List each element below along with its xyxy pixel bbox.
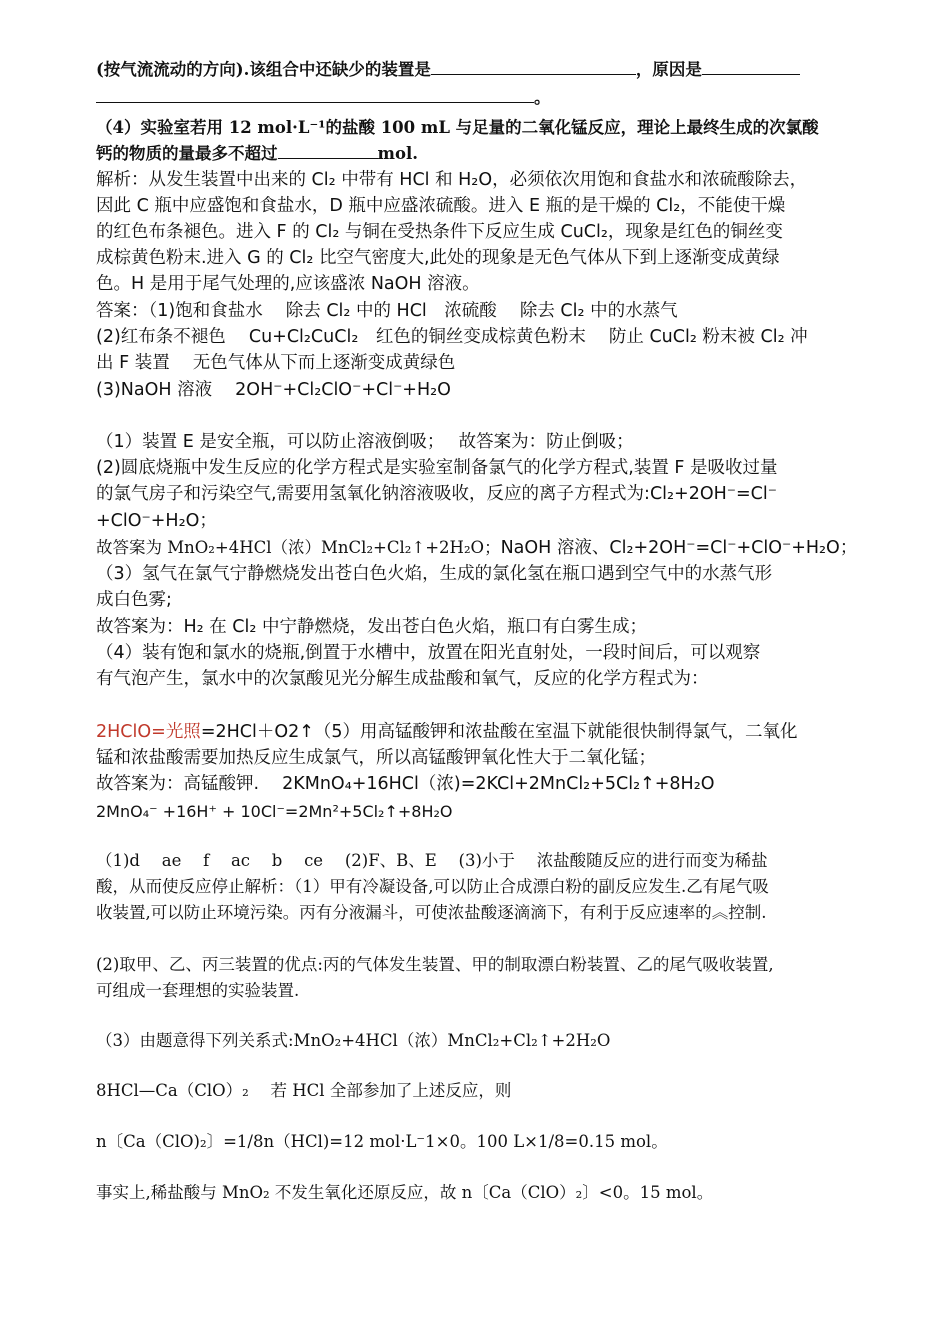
equation-line: 2MnO₄⁻ +16H⁺ + 10Cl⁻=2Mn²+5Cl₂↑+8H₂O bbox=[96, 802, 453, 821]
solution-line: 有气泡产生，氯水中的次氯酸见光分解生成盐酸和氧气，反应的化学方程式为： bbox=[96, 669, 709, 689]
question-line bbox=[96, 88, 551, 108]
analysis-line: 可组成一套理想的实验装置. bbox=[96, 981, 300, 1000]
question-text: 。 bbox=[534, 88, 551, 107]
answer-blank bbox=[278, 144, 378, 159]
solution-line: (2)圆底烧瓶中发生反应的化学方程式是实验室制备氯气的化学方程式,装置 F 是吸收过量 bbox=[96, 458, 778, 478]
question-text: ，原因是 bbox=[635, 60, 702, 79]
solution-line: 锰和浓盐酸需要加热反应生成氯气，所以高锰酸钾氧化性大于二氧化锰； bbox=[96, 748, 656, 768]
analysis-line: （3）由题意得下列关系式:MnO₂+4HCl（浓）MnCl₂+Cl₂↑+2H₂O bbox=[96, 1031, 611, 1050]
light-condition-label: 光照 bbox=[165, 722, 201, 742]
answer-line: 出 F 装置 无色气体从下而上逐渐变成黄绿色 bbox=[96, 353, 456, 373]
solution-line: （4）装有饱和氯水的烧瓶,倒置于水槽中，放置在阳光直射处，一段时间后，可以观察 bbox=[96, 643, 761, 663]
analysis-line: 8HCl—Ca（ClO）₂ 若 HCl 全部参加了上述反应，则 bbox=[96, 1081, 512, 1100]
analysis-line: 色。H 是用于尾气处理的,应该盛浓 NaOH 溶液。 bbox=[96, 274, 480, 294]
solution-line: 故答案为：H₂ 在 Cl₂ 中宁静燃烧，发出苍白色火焰，瓶口有白雾生成； bbox=[96, 617, 647, 637]
solution-line: （1）装置 E 是安全瓶，可以防止溶液倒吸； 故答案为：防止倒吸； bbox=[96, 432, 634, 452]
analysis-line: 事实上,稀盐酸与 MnO₂ 不发生氧化还原反应，故 n〔Ca（ClO）₂〕<0。15 mol。 bbox=[96, 1183, 714, 1202]
answer-line: (3)NaOH 溶液 2OH⁻+Cl₂ClO⁻+Cl⁻+H₂O bbox=[96, 380, 451, 400]
equation-text: 故答案为 MnO₂+4HCl（浓）MnCl₂+Cl₂↑+2H₂O； bbox=[96, 538, 501, 557]
analysis-line: (2)取甲、乙、丙三装置的优点:丙的气体发生装置、甲的制取漂白粉装置、乙的尾气吸收装置, bbox=[96, 955, 774, 974]
analysis-line: 因此 C 瓶中应盛饱和食盐水，D 瓶中应盛浓硫酸。进入 E 瓶的是干燥的 Cl₂，不能使干燥 bbox=[96, 196, 786, 216]
answer-blank bbox=[431, 60, 636, 75]
analysis-line: 解析：从发生装置中出来的 Cl₂ 中带有 HCl 和 H₂O，必须依次用饱和食盐水和浓硫酸除去， bbox=[96, 170, 808, 190]
question-text: mol. bbox=[377, 144, 418, 163]
question-line: （4）实验室若用 12 mol·L⁻¹的盐酸 100 mL 与足量的二氧化锰反应，理论上最终生成的次氯酸 bbox=[96, 118, 819, 137]
solution-line bbox=[96, 538, 857, 559]
answer-blank bbox=[96, 88, 534, 103]
equation-text: NaOH 溶液、Cl₂+2OH⁻=Cl⁻+ClO⁻+H₂O； bbox=[500, 538, 858, 558]
answer-line: (2)红布条不褪色 Cu+Cl₂CuCl₂ 红色的铜丝变成棕黄色粉末 防止 CuCl₂ 粉末被 Cl₂ 冲 bbox=[96, 327, 808, 347]
analysis-line: 成棕黄色粉末.进入 G 的 Cl₂ 比空气密度大,此处的现象是无色气体从下到上逐渐变成黄绿 bbox=[96, 248, 780, 268]
solution-line: 成白色雾; bbox=[96, 590, 172, 610]
answer-line: 答案：（1)饱和食盐水 除去 Cl₂ 中的 HCl 浓硫酸 除去 Cl₂ 中的水蒸气 bbox=[96, 301, 678, 321]
answer-line: （1)d ae f ac b ce (2)F、B、E (3)小于 浓盐酸随反应的进行而变为稀盐 bbox=[96, 851, 768, 870]
analysis-line: 酸，从而使反应停止解析：（1）甲有冷凝设备,可以防止合成漂白粉的副反应发生.乙有尾气吸 bbox=[96, 877, 769, 896]
answer-blank bbox=[702, 60, 800, 75]
solution-line: +ClO⁻+H₂O； bbox=[96, 511, 217, 531]
equation-text: 2HClO= bbox=[96, 722, 166, 742]
equation-text: =2HCl＋O2↑（5）用高锰酸钾和浓盐酸在室温下就能很快制得氯气，二氧化 bbox=[200, 722, 798, 742]
solution-line: 的氯气房子和污染空气,需要用氢氧化钠溶液吸收，反应的离子方程式为:Cl₂+2OH⁻=Cl⁻ bbox=[96, 484, 778, 504]
analysis-line: n〔Ca（ClO)₂〕=1/8n（HCl)=12 mol·L⁻1×0。100 L×1/8=0.15 mol。 bbox=[96, 1132, 668, 1151]
solution-line: （3）氢气在氯气宁静燃烧发出苍白色火焰，生成的氯化氢在瓶口遇到空气中的水蒸气形 bbox=[96, 564, 773, 584]
question-text: (按气流流动的方向).该组合中还缺少的装置是 bbox=[96, 60, 431, 79]
analysis-line: 收装置,可以防止环境污染。丙有分液漏斗，可使浓盐酸逐滴滴下，有利于反应速率的︽控制. bbox=[96, 903, 767, 922]
analysis-line: 的红色布条褪色。进入 F 的 Cl₂ 与铜在受热条件下反应生成 CuCl₂，现象是红色的铜丝变 bbox=[96, 222, 783, 242]
question-line bbox=[96, 144, 418, 164]
solution-line: 故答案为：高锰酸钾. 2KMnO₄+16HCl（浓)=2KCl+2MnCl₂+5Cl₂↑+8H₂O bbox=[96, 774, 715, 794]
question-line bbox=[96, 60, 800, 80]
question-text: 钙的物质的量最多不超过 bbox=[96, 144, 278, 163]
solution-line bbox=[96, 722, 798, 743]
